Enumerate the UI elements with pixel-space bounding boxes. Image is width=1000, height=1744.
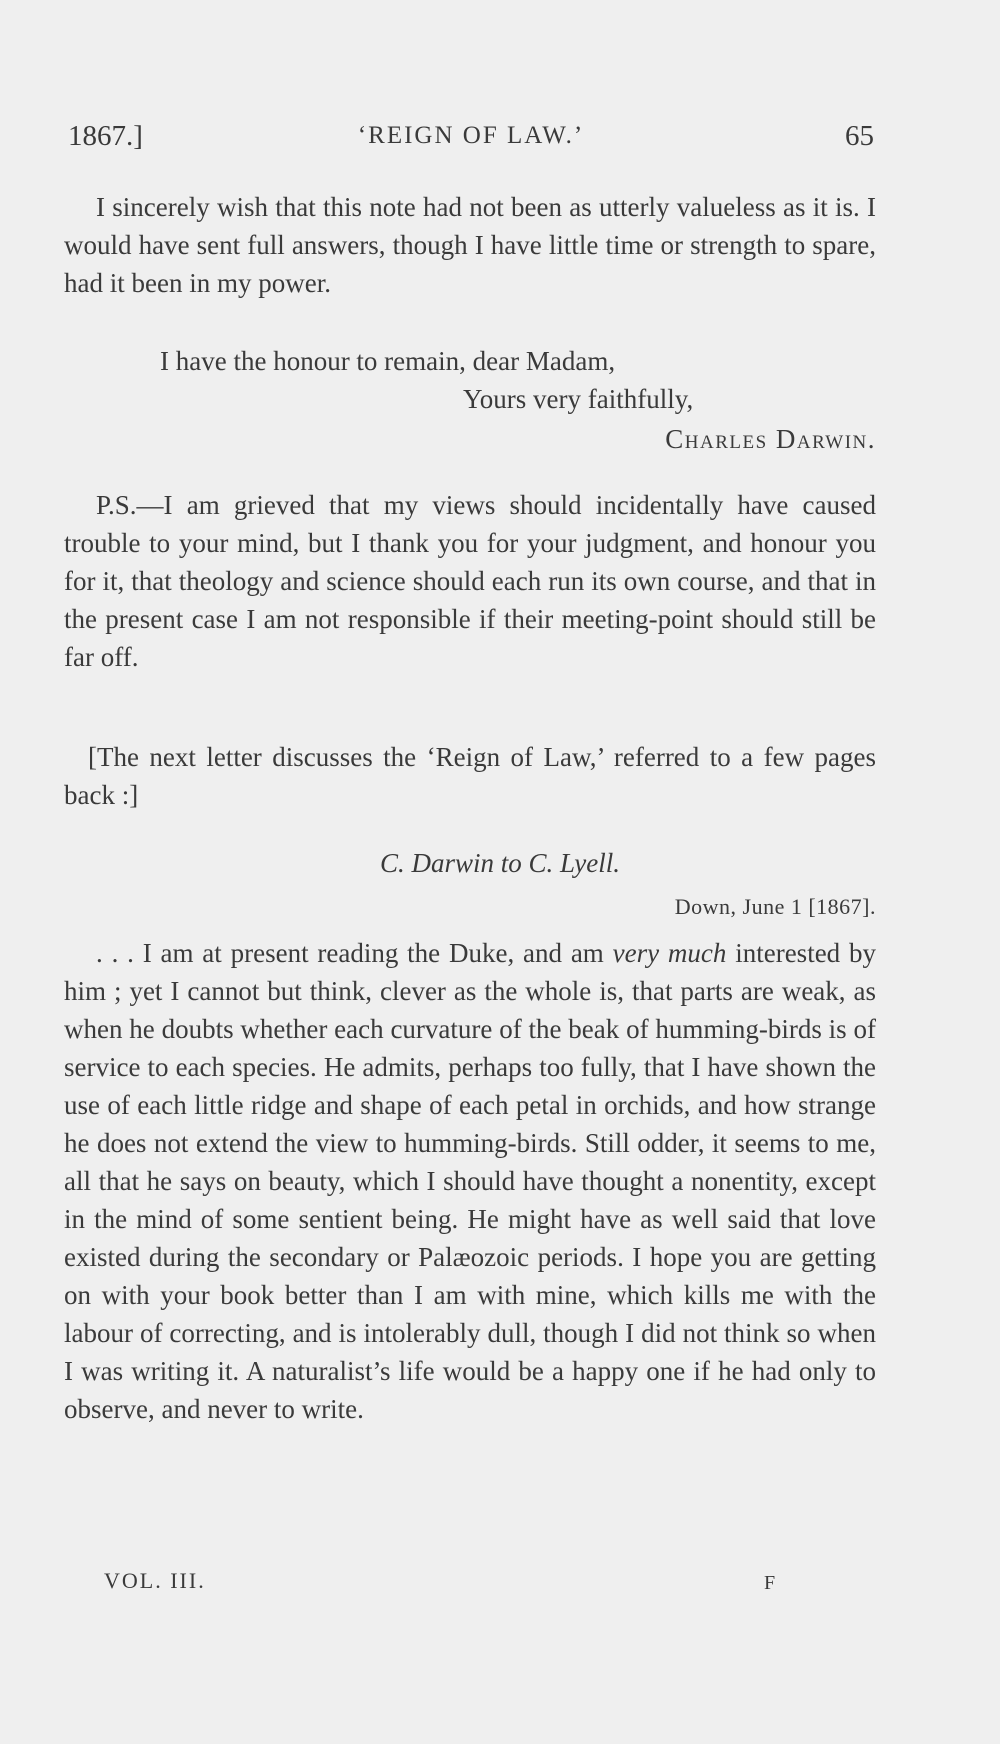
letter-body xyxy=(64,934,876,1428)
volume-label: VOL. III. xyxy=(104,1568,206,1593)
letter-body-start: . . . I am at present reading the Duke, and am xyxy=(96,938,613,968)
closing-line-2: Yours very faithfully, xyxy=(463,384,694,414)
signature: Charles Darwin. xyxy=(665,424,876,454)
letter-body-emphasis: very much xyxy=(612,938,727,968)
paragraph-1: I sincerely wish that this note had not been as utterly valueless as it is. I would have sent full answers, though I have little time or strength to spare, had it been in my power. xyxy=(64,192,876,298)
page-number: 65 xyxy=(845,120,874,152)
signature-mark: F xyxy=(764,1572,776,1594)
running-head xyxy=(68,120,874,160)
editorial-note: [The next letter discusses the ‘Reign of Law,’ referred to a few pages back :] xyxy=(64,742,876,810)
letter-heading: C. Darwin to C. Lyell. xyxy=(380,848,620,878)
running-head-year: 1867.] xyxy=(68,120,143,152)
letter-dateline: Down, June 1 [1867]. xyxy=(674,894,876,919)
running-head-title: ‘REIGN OF LAW.’ xyxy=(357,122,585,149)
letter-body-rest: interested by him ; yet I cannot but think, clever as the whole is, that parts are weak, as when he doubts whether each curvature of the beak of humming-birds is of service to each species. He admits, perhaps too fully, that I have shown the use of each little ridge and shape of each petal in orchids, and how strange he does not extend the view to humming-birds. Still odder, it seems to me, all that he says on beauty, which I should have thought a nonentity, except in the mind of some sentient being. He might have as well said that love existed during the secondary or Palæozoic periods. I hope you are getting on with your book better than I am with mine, which kills me with the labour of correcting, and is intolerably dull, though I did not think so when I was writing it. A naturalist’s life would be a happy one if he had only to observe, and never to write. xyxy=(64,938,876,1424)
postscript: P.S.—I am grieved that my views should incidentally have caused trouble to your mind, but I thank you for your judgment, and honour you for it, that theology and science should each run its own course, and that in the present case I am not responsible if their meeting-point should still be far off. xyxy=(64,490,876,672)
closing-line-1: I have the honour to remain, dear Madam, xyxy=(160,346,616,376)
